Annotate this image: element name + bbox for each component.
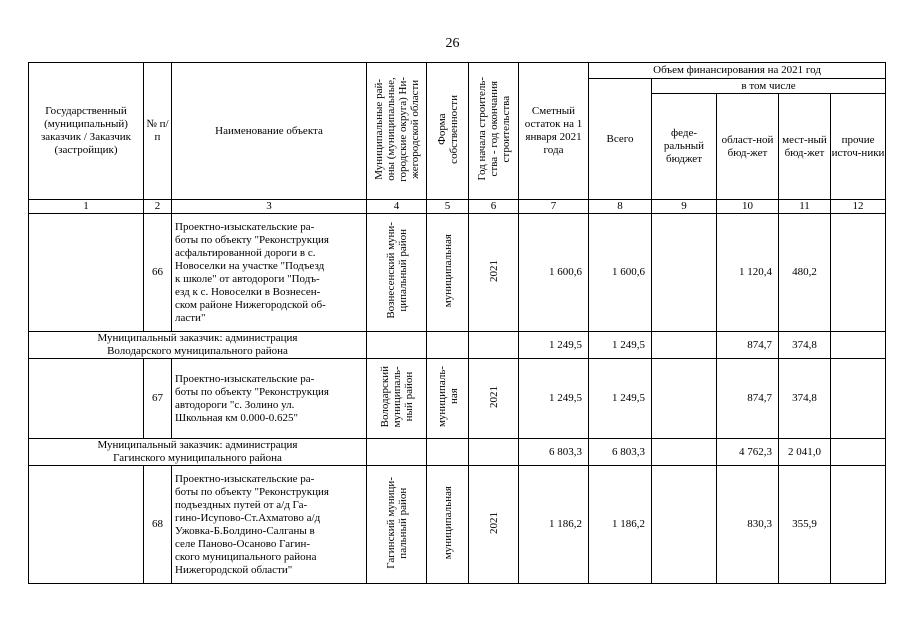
district: Вознесенский муни- ципальный район	[384, 222, 409, 319]
customer-row	[29, 439, 886, 466]
regional: 874,7	[717, 359, 779, 439]
column-number: 11	[779, 200, 831, 214]
column-number: 5	[427, 200, 469, 214]
estimate: 1 249,5	[519, 359, 589, 439]
column-number: 2	[144, 200, 172, 214]
header-funding-volume: Объем финансирования на 2021 год	[589, 63, 886, 79]
total: 1 249,5	[589, 359, 652, 439]
total: 1 249,5	[589, 332, 652, 359]
district: Володарский муниципаль- ный район	[378, 365, 415, 428]
total: 6 803,3	[589, 439, 652, 466]
row-number: 67	[144, 359, 172, 439]
header-ownership: Форма собственности	[435, 94, 460, 164]
object-name: Проектно-изыскательские ра- боты по объекту "Реконструкция подъездных путей от а/д Га- гино-Исупово-Ст.Ахматово а/д Ужовка-Б.Болдино-Салганы в селе Паново-Осаново Гагин- ского муниципального района Нижегородской области"	[172, 466, 367, 584]
row-number: 66	[144, 214, 172, 332]
page-number: 26	[445, 36, 460, 51]
header-object-name: Наименование объекта	[172, 63, 367, 200]
federal	[652, 466, 717, 584]
regional: 1 120,4	[717, 214, 779, 332]
funding-table	[28, 62, 886, 584]
table-row	[29, 359, 886, 439]
federal	[652, 359, 717, 439]
header-number: № п/п	[144, 63, 172, 200]
customer-label: Муниципальный заказчик: администрация Гагинского муниципального района	[29, 439, 367, 466]
local: 355,9	[779, 466, 831, 584]
column-number: 7	[519, 200, 589, 214]
total: 1 600,6	[589, 214, 652, 332]
estimate: 1 249,5	[519, 332, 589, 359]
ownership: муниципальная	[441, 233, 454, 308]
customer-row	[29, 332, 886, 359]
header-federal: феде-ральный бюджет	[652, 94, 717, 200]
customer-label: Муниципальный заказчик: администрация Володарского муниципального района	[29, 332, 367, 359]
header-other: прочие источ-ники	[831, 94, 886, 200]
header-including: в том числе	[652, 79, 886, 94]
total: 1 186,2	[589, 466, 652, 584]
ownership: муниципаль- ная	[435, 365, 460, 428]
local: 2 041,0	[779, 439, 831, 466]
year: 2021	[487, 511, 500, 534]
header-regional: област-ной бюд-жет	[717, 94, 779, 200]
header-estimate: Сметный остаток на 1 января 2021 года	[519, 63, 589, 200]
row-number: 68	[144, 466, 172, 584]
local: 480,2	[779, 214, 831, 332]
column-number: 6	[469, 200, 519, 214]
object-name: Проектно-изыскательские ра- боты по объекту "Реконструкция автодороги "с. Золино ул. Школьная км 0.000-0.625"	[172, 359, 367, 439]
ownership: муниципальная	[441, 485, 454, 560]
district: Гагинский муници- пальный район	[384, 476, 409, 569]
other	[831, 359, 886, 439]
estimate: 6 803,3	[519, 439, 589, 466]
regional: 830,3	[717, 466, 779, 584]
column-number: 3	[172, 200, 367, 214]
column-number: 1	[29, 200, 144, 214]
other	[831, 466, 886, 584]
header-total: Всего	[589, 79, 652, 200]
federal	[652, 214, 717, 332]
estimate: 1 600,6	[519, 214, 589, 332]
local: 374,8	[779, 332, 831, 359]
regional: 874,7	[717, 332, 779, 359]
header-customer: Государственный (муниципальный) заказчик / Заказчик (застройщик)	[29, 63, 144, 200]
column-number: 4	[367, 200, 427, 214]
local: 374,8	[779, 359, 831, 439]
year: 2021	[487, 259, 500, 282]
regional: 4 762,3	[717, 439, 779, 466]
estimate: 1 186,2	[519, 466, 589, 584]
column-number: 10	[717, 200, 779, 214]
column-number: 8	[589, 200, 652, 214]
other	[831, 214, 886, 332]
header-districts: Муниципальные рай- оны (муниципальные, городские округа) Ни- жегородской области	[372, 76, 421, 182]
object-name: Проектно-изыскательские ра- боты по объекту "Реконструкция асфальтированной дороги в с. Новоселки на участке "Подъезд к школе" от автодороги "Подъ- езд к с. Новоселки в Вознесен- ском районе Нижегородской об- ласти"	[172, 214, 367, 332]
year: 2021	[487, 385, 500, 408]
header-local: мест-ный бюд-жет	[779, 94, 831, 200]
table-row	[29, 466, 886, 584]
column-number: 9	[652, 200, 717, 214]
table-row	[29, 214, 886, 332]
column-number: 12	[831, 200, 886, 214]
column-number-row	[29, 200, 886, 214]
header-years: Год начала строитель- ства - год окончания строительства	[475, 77, 512, 181]
